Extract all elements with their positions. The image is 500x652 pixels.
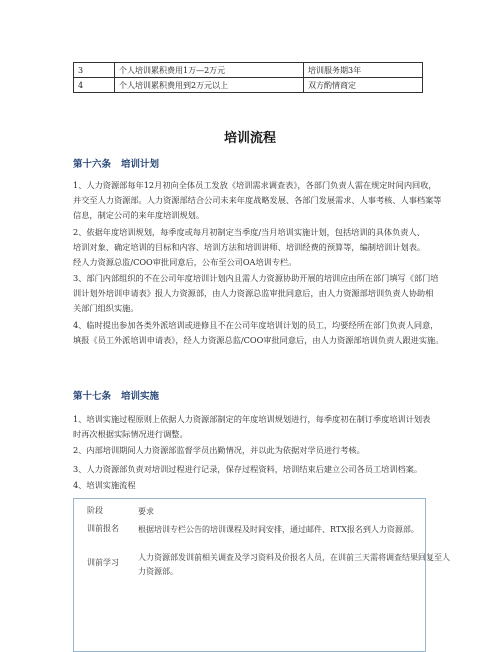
text-line: 人力资源部发训前相关调查及学习资料及价报名人员，在训前三天需将调查结果回复至人 <box>138 553 450 562</box>
text-line: 2、内部培训期间人力资源部监督学员出勤情况，并以此为依据对学员进行考核。 <box>73 445 365 455</box>
fee-condition: 个人培训累积费用1万—2万元 <box>115 63 304 78</box>
text-line: 培训对象、确定培训的目标和内容、培训方法和培训讲师、培训经费的预算等，编制培训计划表。 <box>73 242 426 252</box>
stage-cell: 训前报名 <box>87 524 119 533</box>
table-row <box>74 63 423 78</box>
text-line: 关部门组织实施。 <box>73 303 139 313</box>
paragraph <box>73 178 442 223</box>
text-line: 并交至人力资源部。人力资源部结合公司未来年度战略发展、各部门发展需求、人事考核、人事档案等 <box>73 195 442 205</box>
requirement-cell <box>138 523 419 537</box>
text-line: 4、培训实施流程 <box>73 480 136 490</box>
text-line: 力资源部。 <box>138 567 178 576</box>
text-line: 1、培训实施过程原则上依据人力资源部制定的年度培训规划进行，每季度初在制订季度培训计划表 <box>73 414 431 424</box>
text-line: 3、部门内部组织的不在公司年度培训计划内且需人力资源协助开展的培训应由所在部门填写《部门培 <box>73 273 439 283</box>
training-flow-table <box>73 498 450 652</box>
section-title: 培训计划 <box>121 159 160 170</box>
paragraph <box>73 412 431 442</box>
row-number: 3 <box>74 63 115 78</box>
section-heading-17 <box>73 388 159 402</box>
paragraph <box>73 478 425 493</box>
text-line: 1、人力资源部每年12月初向全体员工发放《培训需求调查表》，各部门负责人需在规定时间内回收， <box>73 180 437 190</box>
text-line: 2、依据年度培训规划，每季度或每月初制定当季度/当月培训实施计划，包括培训的具体负责人、 <box>73 227 425 237</box>
table-row <box>74 78 423 93</box>
paragraph <box>73 271 439 316</box>
paragraph <box>73 443 425 458</box>
column-header-requirement: 要求 <box>138 507 154 516</box>
text-line: 信息，制定公司的来年度培训规划。 <box>73 210 205 220</box>
fee-condition: 个人培训累积费用到2万元以上 <box>115 78 304 93</box>
requirement-cell <box>138 551 450 579</box>
service-term: 双方酌情商定 <box>304 78 423 93</box>
text-line: 填报《员工外派培训申请表》，经人力资源总监/COO审批同意后，由人力资源部培训负责人跟进实施。 <box>73 335 444 345</box>
text-line: 训计划外培训申请表》报人力资源部，由人力资源总监审批同意后，由人力资源部培训负责人协助相 <box>73 288 434 298</box>
text-line: 经人力资源总监/COO审批同意后，公布至公司OA培训专栏。 <box>73 257 297 267</box>
stage-cell: 训前学习 <box>87 558 119 567</box>
article-number: 第十七条 <box>73 391 112 402</box>
page-title: 培训流程 <box>223 131 276 146</box>
row-number: 4 <box>74 78 115 93</box>
paragraph <box>73 225 425 270</box>
text-line: 3、人力资源部负责对培训过程进行记录，保存过程资料，培训结束后建立公司各员工培训档案。 <box>73 464 423 474</box>
text-line: 时再次根据实际情况进行调整。 <box>73 429 188 439</box>
column-header-stage: 阶段 <box>87 506 103 515</box>
paragraph <box>73 318 444 348</box>
service-term: 培训服务期3年 <box>304 63 423 78</box>
paragraph <box>73 462 425 477</box>
text-line: 4、临时提出参加各类外派培训或进修且不在公司年度培训计划的员工，均要经所在部门负责人同意， <box>73 320 439 330</box>
text-line: 根据培训专栏公告的培训课程及时间安排，通过邮件、RTX报名到人力资源部。 <box>138 525 419 534</box>
section-title: 培训实施 <box>121 391 160 402</box>
article-number: 第十六条 <box>73 159 112 170</box>
section-heading-16 <box>73 156 159 170</box>
fee-table <box>73 62 423 93</box>
